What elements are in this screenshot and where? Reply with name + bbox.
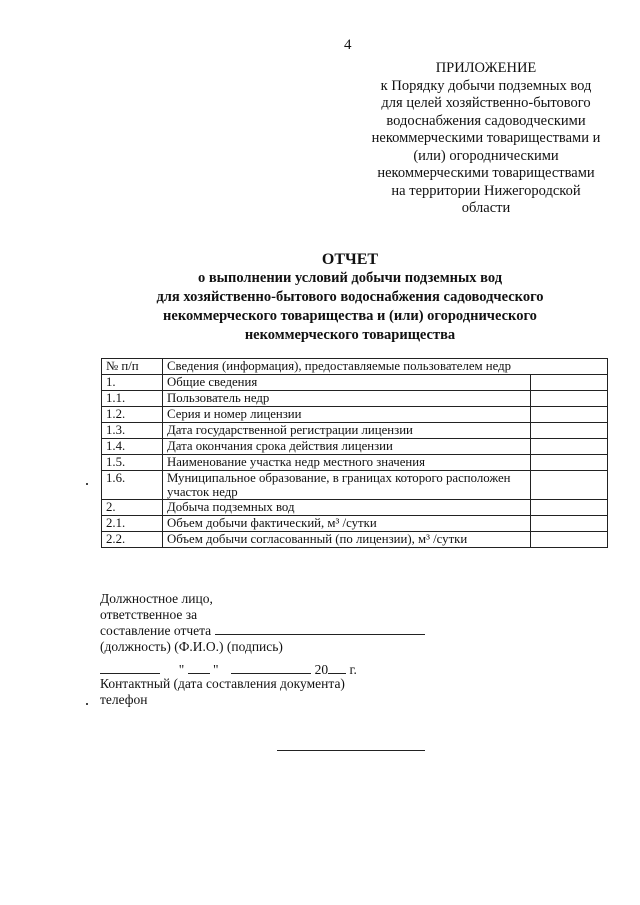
signature-block — [100, 591, 425, 654]
appendix-line: водоснабжения садоводческими — [386, 112, 586, 129]
signature-caption: (должность) (Ф.И.О.) (подпись) — [100, 638, 283, 654]
header-info: Сведения (информация), предоставляемые пользователем недр — [163, 359, 608, 375]
row-info: Добыча подземных вод — [163, 500, 531, 516]
row-num: 1.3. — [102, 423, 163, 439]
row-value-cell[interactable] — [531, 532, 608, 548]
row-info: Общие сведения — [163, 375, 531, 391]
report-heading — [90, 250, 610, 345]
date-month-field[interactable] — [231, 661, 311, 674]
appendix-line: для целей хозяйственно-бытового — [381, 95, 591, 111]
appendix-line: к Порядку добычи подземных вод — [380, 77, 592, 94]
row-info: Дата государственной регистрации лицензии — [163, 423, 531, 439]
table-row — [102, 375, 608, 391]
row-num: 2.1. — [102, 516, 163, 532]
row-info: Наименование участка недр местного значения — [163, 455, 531, 471]
row-num: 1.6. — [102, 471, 163, 500]
page-number: 4 — [344, 37, 352, 53]
header-num: № п/п — [102, 359, 163, 375]
appendix-line: на территории Нижегородской — [391, 182, 581, 199]
signature-label: составление отчета — [100, 623, 212, 638]
contact-line: Контактный (дата составления документа) — [100, 676, 345, 691]
row-value-cell[interactable] — [531, 423, 608, 439]
table-row — [102, 439, 608, 455]
table-row — [102, 423, 608, 439]
row-value-cell[interactable] — [531, 516, 608, 532]
table-row — [102, 516, 608, 532]
signature-line: ответственное за — [100, 606, 198, 622]
row-info: Пользователь недр — [163, 391, 531, 407]
table-row — [102, 391, 608, 407]
appendix-line: (или) огородническими — [413, 147, 559, 164]
contact-block — [100, 676, 345, 707]
row-value-cell[interactable] — [531, 407, 608, 423]
contact-phone-label: телефон — [100, 691, 148, 707]
date-year-prefix: 20 — [314, 662, 329, 677]
report-table — [101, 358, 608, 548]
signature-underline — [277, 750, 425, 751]
appendix-line: некоммерческими товариществами — [377, 165, 595, 181]
row-num: 1. — [102, 375, 163, 391]
table-row — [102, 471, 608, 500]
row-num: 1.2. — [102, 407, 163, 423]
row-info: Объем добычи фактический, м³ /сутки — [163, 516, 531, 532]
table-row — [102, 532, 608, 548]
appendix-block — [352, 60, 620, 218]
signature-field[interactable] — [215, 622, 425, 635]
row-num: 2.2. — [102, 532, 163, 548]
date-year-field[interactable] — [328, 661, 346, 674]
row-info: Серия и номер лицензии — [163, 407, 531, 423]
row-value-cell[interactable] — [531, 375, 608, 391]
row-value-cell[interactable] — [531, 455, 608, 471]
date-quote-close: " — [213, 662, 219, 677]
report-subtitle-line: для хозяйственно-бытового водоснабжения садоводческого — [156, 289, 544, 305]
report-subtitle-line: некоммерческого товарищества и (или) огороднического — [163, 308, 537, 324]
row-value-cell[interactable] — [531, 439, 608, 455]
row-value-cell[interactable] — [531, 391, 608, 407]
appendix-title: ПРИЛОЖЕНИЕ — [435, 60, 537, 76]
date-suffix: г. — [349, 662, 357, 677]
date-day-field[interactable] — [188, 661, 210, 674]
row-info: Дата окончания срока действия лицензии — [163, 439, 531, 455]
report-subtitle-line: о выполнении условий добычи подземных вод — [197, 270, 503, 286]
table-row — [102, 500, 608, 516]
signature-line: Должностное лицо, — [100, 591, 213, 606]
row-num: 1.5. — [102, 455, 163, 471]
report-subtitle-line: некоммерческого товарищества — [244, 327, 456, 343]
row-num: 1.1. — [102, 391, 163, 407]
row-value-cell[interactable] — [531, 500, 608, 516]
signature-line-with-field — [100, 622, 425, 639]
row-num: 2. — [102, 500, 163, 516]
row-info: Муниципальное образование, в границах которого расположен участок недр — [163, 471, 531, 500]
scan-dot — [86, 483, 88, 485]
row-num: 1.4. — [102, 439, 163, 455]
row-info: Объем добычи согласованный (по лицензии), м³ /сутки — [163, 532, 531, 548]
table-row — [102, 455, 608, 471]
table-header-row — [102, 359, 608, 375]
report-title: ОТЧЕТ — [321, 251, 379, 268]
row-value-cell[interactable] — [531, 471, 608, 500]
appendix-line: области — [461, 200, 511, 216]
date-quote-open: " — [178, 662, 185, 677]
table-row — [102, 407, 608, 423]
appendix-line: некоммерческими товариществами и — [371, 130, 601, 146]
scan-dot — [86, 703, 88, 705]
date-blank-1[interactable] — [100, 661, 160, 674]
